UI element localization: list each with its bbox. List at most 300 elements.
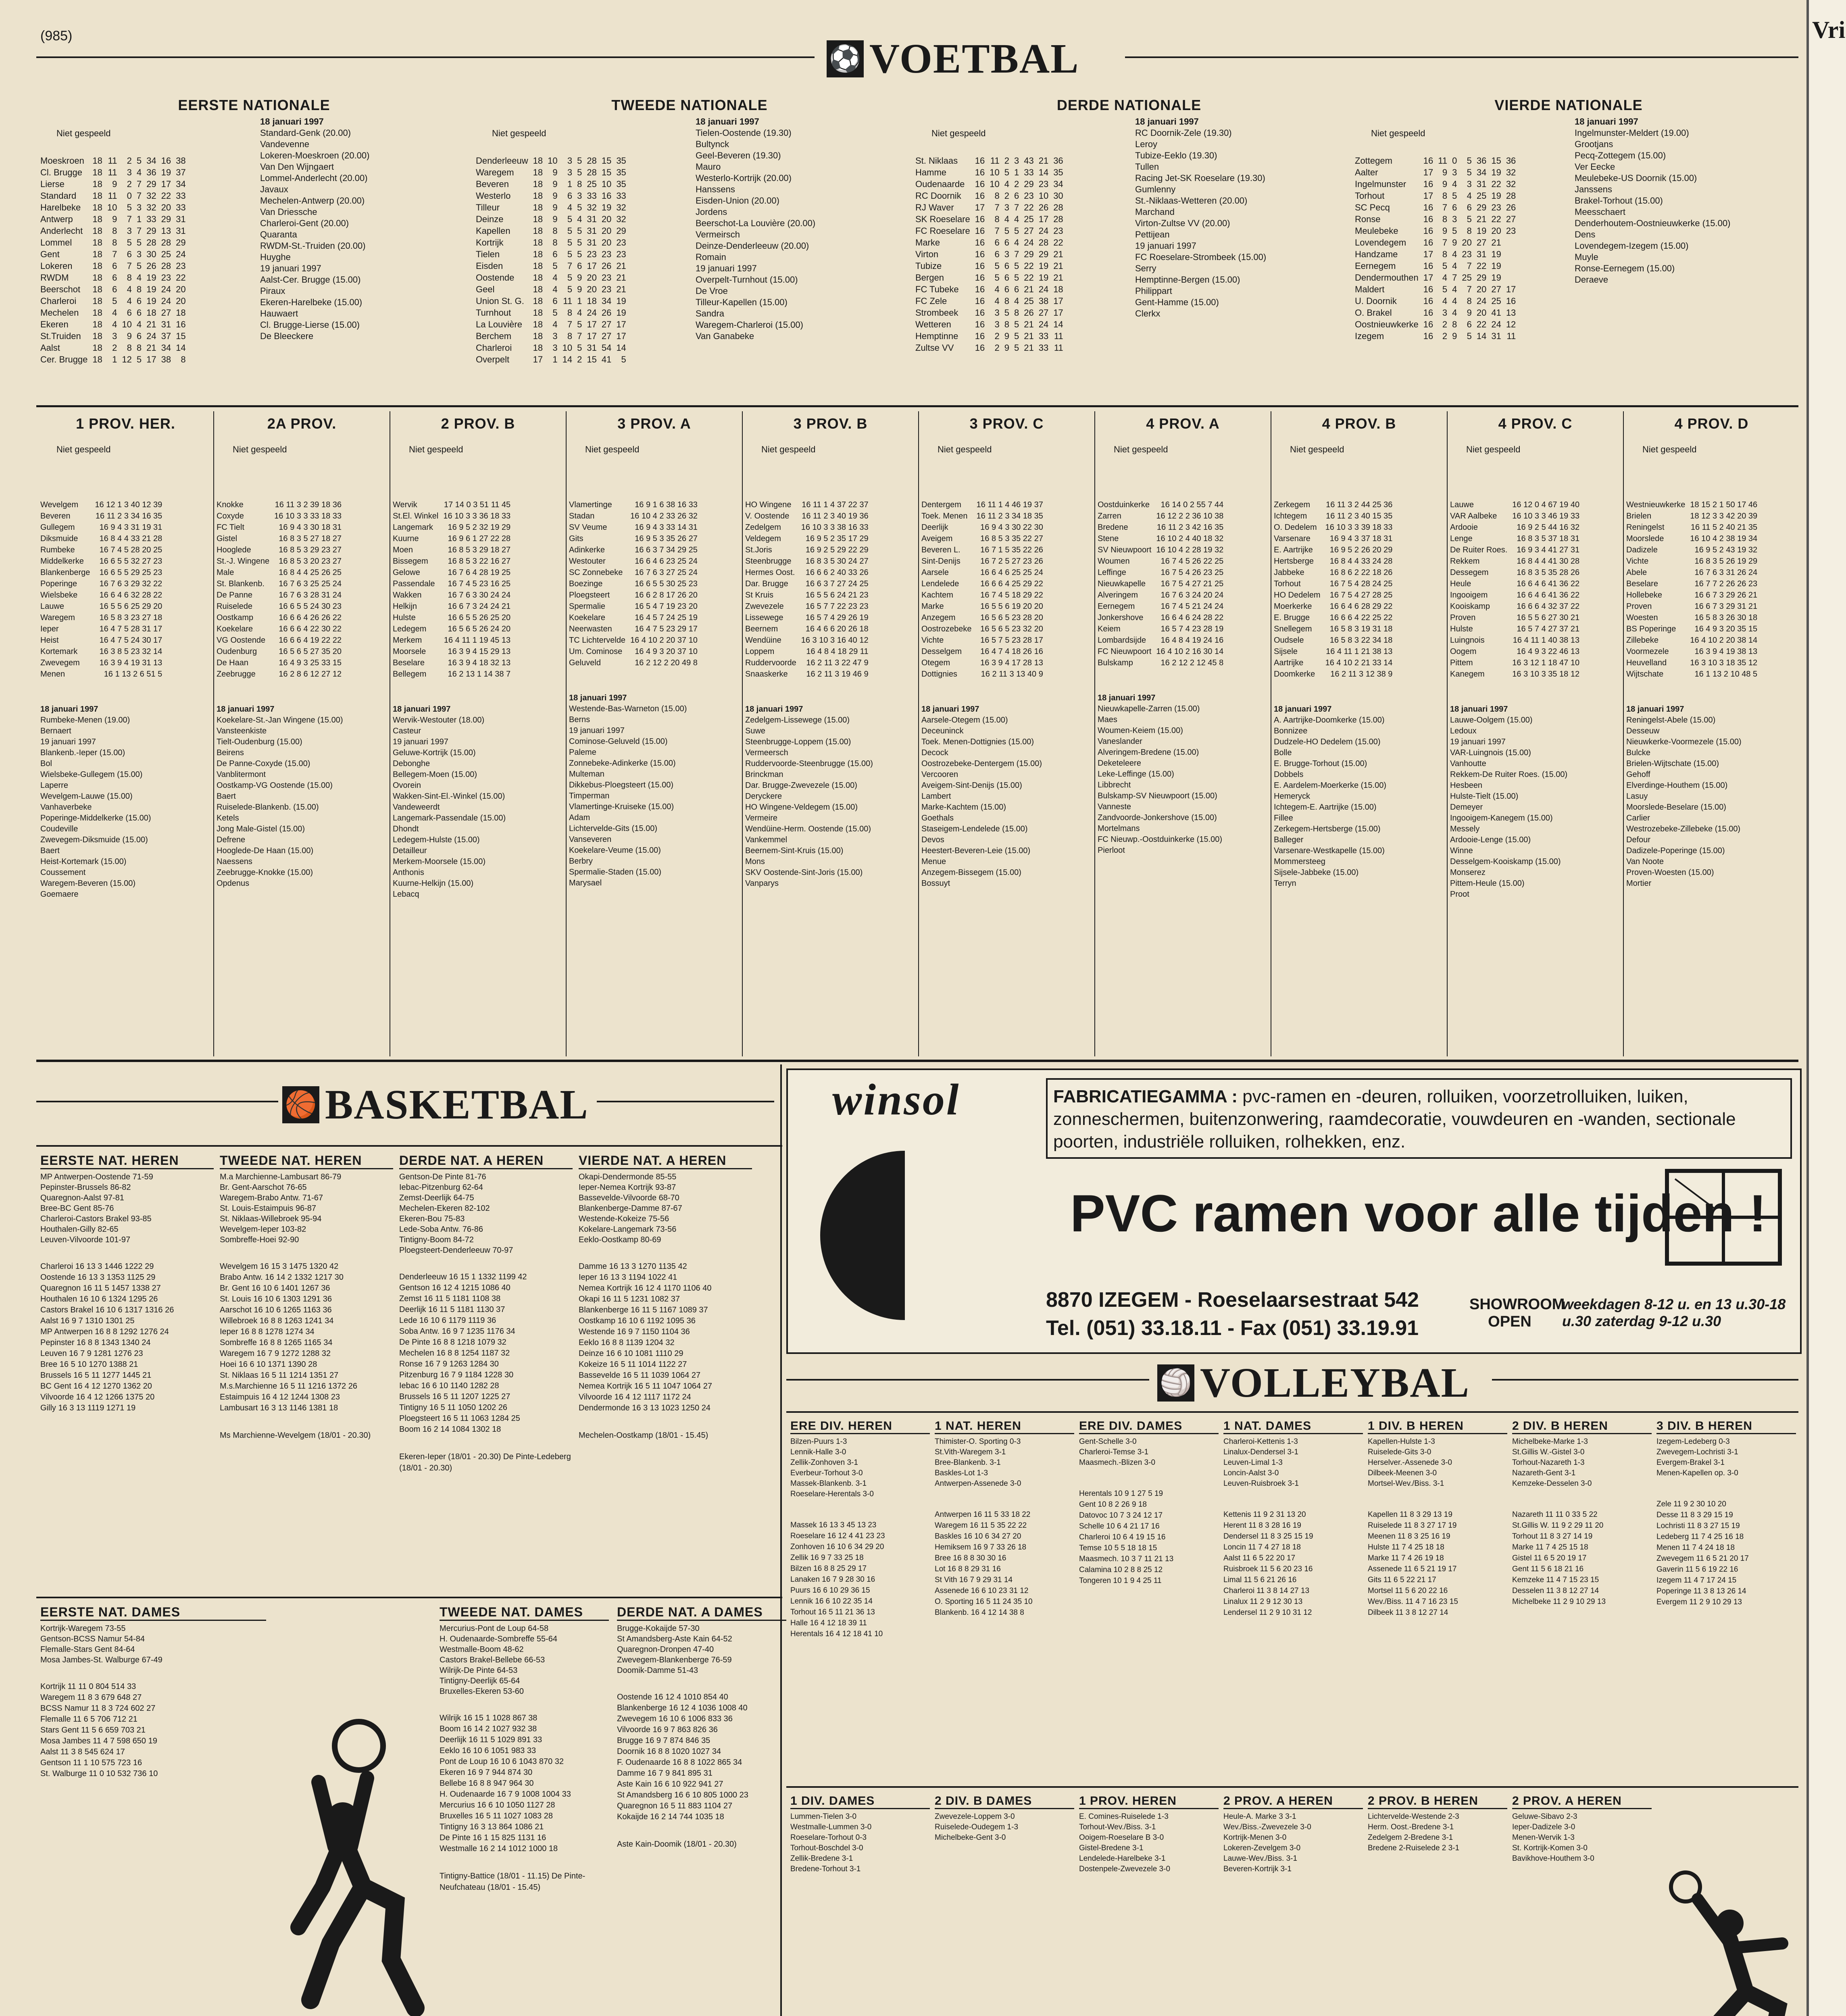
result-line: Gent-Schelle 3-0 bbox=[1079, 1437, 1137, 1446]
stat-cell: 16 4 7 5 28 31 17 bbox=[99, 625, 163, 633]
stat-cell: 16 3 9 4 15 29 13 bbox=[448, 647, 511, 656]
standings-list bbox=[399, 1272, 573, 1435]
fixture-note: Ms Marchienne-Wevelgem (18/01 - 20.30) bbox=[220, 1431, 371, 1440]
stat-cell: 16 10 3 3 39 18 33 bbox=[1325, 523, 1393, 532]
fixtures-date: 18 januari 1997 bbox=[1575, 117, 1638, 127]
standings-list bbox=[40, 1261, 214, 1414]
table-row bbox=[745, 646, 871, 657]
fixture-line: Dens bbox=[1575, 229, 1596, 240]
stat-cell: 8 bbox=[577, 179, 582, 189]
stat-cell: 16 bbox=[975, 237, 985, 248]
stat-cell: 29 bbox=[616, 226, 626, 236]
stat-cell: 22 bbox=[1024, 202, 1034, 212]
table-row bbox=[915, 342, 1066, 354]
stat-cell: 21 bbox=[1024, 331, 1034, 341]
fixture-line: Baert bbox=[40, 846, 60, 855]
stat-cell: 34 bbox=[1053, 179, 1063, 189]
stat-cell: 16 3 12 1 18 47 10 bbox=[1512, 658, 1580, 667]
stat-cell: 18 bbox=[92, 331, 102, 341]
national-league-0 bbox=[40, 97, 468, 365]
standings-table bbox=[1626, 499, 1760, 680]
table-row: Calamina 10 2 8 8 25 12 bbox=[1079, 1566, 1163, 1574]
team-name: Gistel bbox=[217, 534, 238, 543]
provincial-league-3 bbox=[569, 415, 740, 889]
team-name: Wakken bbox=[393, 591, 422, 600]
stat-cell: 16 bbox=[601, 191, 612, 201]
table-row: Schelle 10 6 4 21 17 16 bbox=[1079, 1522, 1160, 1531]
results-list bbox=[40, 1172, 214, 1245]
team-name: HO Dedelem bbox=[1274, 591, 1321, 600]
stat-cell: 16 8 5 3 29 23 27 bbox=[279, 546, 342, 554]
stat-cell: 21 bbox=[1053, 249, 1063, 259]
stat-cell: 16 5 6 5 23 28 20 bbox=[980, 613, 1043, 622]
fixture-line: Van Den Wijngaert bbox=[260, 162, 334, 172]
stat-cell: 2 bbox=[994, 343, 1000, 353]
team-name: Eernegem bbox=[1098, 602, 1135, 611]
stat-cell: 4 bbox=[1452, 249, 1457, 259]
stat-cell: 16 9 4 3 31 19 31 bbox=[99, 523, 163, 532]
table-row bbox=[217, 578, 344, 589]
stat-cell: 5 bbox=[1442, 261, 1448, 271]
table-row: Lendersel 11 2 9 10 31 12 bbox=[1223, 1608, 1312, 1617]
stat-cell: 18 bbox=[533, 226, 543, 236]
team-name: Heule bbox=[1450, 579, 1471, 588]
stat-cell: 16 6 4 6 25 25 24 bbox=[980, 568, 1043, 577]
stat-cell: 36 bbox=[146, 167, 156, 177]
fixture-line: Tielt-Oudenburg (15.00) bbox=[217, 737, 302, 746]
basketball-banner bbox=[282, 1081, 589, 1129]
stat-cell: 16 5 5 6 24 21 23 bbox=[805, 591, 869, 600]
team-name: Wendüine bbox=[745, 636, 781, 645]
fixture-line: Geel-Beveren (19.30) bbox=[696, 150, 781, 160]
fixture-line: Pecq-Zottegem (15.00) bbox=[1575, 150, 1666, 160]
stat-cell: 16 7 4 5 28 20 25 bbox=[99, 546, 163, 554]
fixture-line: Mortier bbox=[1626, 879, 1652, 888]
table-row bbox=[476, 248, 629, 260]
football-section-title: VOETBAL bbox=[869, 35, 1079, 82]
table-row bbox=[1098, 623, 1226, 635]
fixture-line: Staseigem-Lendelede (15.00) bbox=[921, 825, 1028, 833]
table-row bbox=[476, 225, 629, 237]
fixtures-list bbox=[1274, 704, 1444, 889]
table-row: Poperinge 11 3 8 13 26 14 bbox=[1656, 1587, 1746, 1595]
table-row bbox=[1274, 499, 1395, 510]
fixture-line: Spermalie-Staden (15.00) bbox=[569, 868, 662, 877]
table-row bbox=[1355, 248, 1518, 260]
result-line: Ploegsteert-Denderleeuw 70-97 bbox=[399, 1246, 513, 1255]
fixture-line: Mauro bbox=[696, 162, 721, 172]
table-row bbox=[915, 283, 1066, 295]
result-line: Gistel-Bredene 3-1 bbox=[1079, 1844, 1144, 1852]
fixtures-date: 18 januari 1997 bbox=[696, 117, 759, 127]
fixture-line: Grootjans bbox=[1575, 139, 1613, 149]
basketball-league bbox=[220, 1153, 393, 1441]
stat-cell: 29 bbox=[1038, 249, 1049, 259]
stat-cell: 21 bbox=[616, 273, 626, 283]
table-row bbox=[569, 499, 700, 510]
stat-cell: 7 bbox=[567, 319, 573, 329]
stat-cell: 8 bbox=[136, 284, 142, 294]
stat-cell: 26 bbox=[1024, 308, 1034, 318]
result-line: Gentson-De Pinte 81-76 bbox=[399, 1173, 486, 1181]
table-row bbox=[1355, 225, 1518, 237]
fixture-line: Lommel-Anderlecht (20.00) bbox=[260, 173, 368, 183]
stat-cell: 16 10 3 3 46 19 33 bbox=[1512, 512, 1580, 521]
stat-cell: 23 bbox=[161, 273, 171, 283]
stat-cell: 37 bbox=[176, 167, 186, 177]
stat-cell: 21 bbox=[1053, 273, 1063, 283]
fixtures-date: 18 januari 1997 bbox=[569, 694, 627, 702]
fixture-line: Wakken-Sint-El.-Winkel (15.00) bbox=[393, 792, 505, 801]
table-row: Zele 11 9 2 30 10 20 bbox=[1656, 1500, 1726, 1508]
fixture-line: Ovorein bbox=[393, 781, 421, 790]
stat-cell: 6 bbox=[136, 331, 142, 341]
fixtures-list bbox=[921, 704, 1092, 889]
stat-cell: 32 bbox=[146, 202, 156, 212]
stat-cell: 3 bbox=[136, 202, 142, 212]
next-page-edge bbox=[1806, 0, 1846, 2016]
table-row bbox=[1274, 635, 1395, 646]
fixture-line: Tullen bbox=[1135, 162, 1159, 172]
stat-cell: 16 10 3 3 33 18 33 bbox=[274, 512, 342, 521]
stat-cell: 20 bbox=[601, 214, 612, 224]
table-row bbox=[393, 623, 513, 635]
stat-cell: 4 bbox=[1442, 273, 1448, 283]
fixtures-list bbox=[1626, 704, 1797, 889]
stat-cell: 18 bbox=[146, 308, 156, 318]
table-row bbox=[569, 578, 700, 589]
fixture-line: Menue bbox=[921, 857, 946, 866]
table-row bbox=[921, 533, 1046, 544]
result-line: Kemzeke-Desselen 3-0 bbox=[1512, 1479, 1592, 1488]
table-row bbox=[1355, 307, 1518, 319]
team-name: Tubize bbox=[915, 261, 942, 271]
stat-cell: 29 bbox=[1476, 273, 1487, 283]
stat-cell: 3 bbox=[1452, 167, 1457, 177]
table-row: Maasmech. 10 3 7 11 21 13 bbox=[1079, 1555, 1174, 1563]
stat-cell: 7 bbox=[1442, 202, 1448, 212]
stat-cell: 6 bbox=[1004, 237, 1009, 248]
fixture-line: Mortelmans bbox=[1098, 824, 1140, 833]
table-row: Kokeize 16 5 11 1014 1122 27 bbox=[579, 1360, 687, 1369]
standings-column bbox=[40, 116, 248, 365]
stat-cell: 23 bbox=[616, 249, 626, 259]
stat-cell: 5 bbox=[994, 273, 1000, 283]
stat-cell bbox=[1504, 248, 1518, 260]
table-row bbox=[1626, 635, 1760, 646]
result-line: Lennik-Halle 3-0 bbox=[790, 1448, 846, 1456]
table-row bbox=[1355, 330, 1518, 342]
table-row: Kettenis 11 9 2 31 13 20 bbox=[1223, 1510, 1306, 1519]
table-row: Bree 16 8 8 30 30 16 bbox=[935, 1554, 1006, 1562]
stat-cell: 8 bbox=[127, 273, 132, 283]
fixture-line: Bernaert bbox=[40, 727, 71, 735]
fixtures-column bbox=[696, 116, 903, 365]
stat-cell: 7 bbox=[1014, 249, 1019, 259]
column-divider bbox=[213, 411, 214, 1056]
team-name: St.Joris bbox=[745, 546, 772, 554]
stat-cell: 6 bbox=[994, 237, 1000, 248]
league-title: 2 PROV. B HEREN bbox=[1368, 1794, 1507, 1809]
stat-cell: 16 bbox=[176, 319, 186, 329]
stat-cell: 9 bbox=[552, 179, 558, 189]
table-row bbox=[217, 669, 344, 680]
fixture-line: Leroy bbox=[1135, 139, 1158, 149]
league-title: 2 DIV. B HEREN bbox=[1512, 1419, 1652, 1434]
stat-cell: 16 8 3 5 37 18 31 bbox=[1517, 534, 1580, 543]
stat-cell: 16 5 4 7 19 23 20 bbox=[635, 602, 698, 611]
table-row: Herentals 16 4 12 18 41 10 bbox=[790, 1630, 883, 1638]
stat-cell: 16 7 5 4 27 28 25 bbox=[1329, 591, 1393, 600]
table-row: Gentson 11 1 10 575 723 16 bbox=[40, 1758, 142, 1767]
stat-cell: 4 bbox=[1467, 191, 1472, 201]
stat-cell: 16 bbox=[1423, 179, 1433, 189]
team-name: FC Nieuwpoort bbox=[1098, 647, 1152, 656]
stat-cell: 32 bbox=[146, 191, 156, 201]
stat-cell: 16 7 7 2 26 26 23 bbox=[1694, 579, 1758, 588]
team-name: Moorsele bbox=[393, 647, 426, 656]
team-name: Wetteren bbox=[915, 319, 951, 329]
stat-cell: 16 3 9 4 17 28 13 bbox=[980, 658, 1043, 667]
table-row: Gaverin 11 5 6 19 22 16 bbox=[1656, 1565, 1738, 1574]
section-divider bbox=[786, 1411, 1798, 1413]
table-row bbox=[40, 342, 188, 354]
stat-cell: 6 bbox=[1004, 273, 1009, 283]
volleyball-league bbox=[790, 1419, 930, 1639]
fixture-line: Beirens bbox=[217, 748, 244, 757]
fixture-line: Messely bbox=[1450, 825, 1480, 833]
result-line: Baskles-Lot 1-3 bbox=[935, 1469, 988, 1477]
fixture-line: Vankemmel bbox=[745, 835, 788, 844]
table-row bbox=[40, 544, 165, 556]
team-name: Bulskamp bbox=[1098, 658, 1133, 667]
table-row bbox=[921, 556, 1046, 567]
stat-cell: 16 bbox=[1423, 331, 1433, 341]
fixtures-column bbox=[1135, 116, 1343, 354]
stat-cell: 41 bbox=[601, 354, 612, 364]
not-played-note: Niet gespeeld bbox=[1466, 444, 1521, 454]
team-name: Blankenberge bbox=[40, 568, 90, 577]
stat-cell: 16 2 8 6 12 27 12 bbox=[279, 670, 342, 679]
table-row bbox=[393, 578, 513, 589]
table-row bbox=[393, 635, 513, 646]
column-divider bbox=[1094, 411, 1095, 1056]
table-row: Vilvoorde 16 9 7 863 826 36 bbox=[617, 1725, 718, 1734]
table-row bbox=[1450, 635, 1582, 646]
basketball-league bbox=[440, 1605, 609, 1893]
league-title: 1 PROV. HEREN bbox=[1079, 1794, 1219, 1809]
stat-cell: 3 bbox=[1004, 249, 1009, 259]
league-body bbox=[476, 116, 903, 365]
stat-cell: 16 8 4 4 25 26 25 bbox=[279, 568, 342, 577]
league-title: 1 PROV. HER. bbox=[76, 415, 175, 432]
stat-cell: 33 bbox=[1038, 331, 1049, 341]
stat-cell: 23 bbox=[1462, 249, 1472, 259]
table-row bbox=[1274, 601, 1395, 612]
table-row: Soba Antw. 16 9 7 1235 1176 34 bbox=[399, 1327, 515, 1336]
basketball-league bbox=[579, 1153, 752, 1441]
table-row: Denderleeuw 16 15 1 1332 1199 42 bbox=[399, 1272, 527, 1281]
team-name: Oostende bbox=[476, 273, 515, 283]
standings-table bbox=[915, 155, 1066, 354]
fixture-line: Berbry bbox=[569, 857, 593, 866]
table-row: Michelbeke 11 2 9 10 29 13 bbox=[1512, 1597, 1606, 1606]
standings-list bbox=[1512, 1509, 1652, 1607]
results-list bbox=[1368, 1437, 1507, 1489]
fixture-line: Vansteenkiste bbox=[217, 727, 267, 735]
table-row bbox=[1450, 499, 1582, 510]
results-list bbox=[1079, 1437, 1219, 1468]
fixture-line: Defrene bbox=[217, 835, 246, 844]
stat-cell: 16 2 11 3 22 47 9 bbox=[806, 658, 869, 667]
stat-cell: 16 11 2 3 34 18 35 bbox=[976, 512, 1043, 521]
stat-cell: 9 bbox=[1004, 343, 1009, 353]
fixture-line: Serry bbox=[1135, 263, 1156, 273]
team-name: SV Nieuwpoort bbox=[1098, 546, 1152, 554]
results-list bbox=[1656, 1437, 1796, 1479]
result-line: Leuven-Ruisbroek 3-1 bbox=[1223, 1479, 1299, 1488]
table-row bbox=[1274, 623, 1395, 635]
result-line: Lichtervelde-Westende 2-3 bbox=[1368, 1812, 1459, 1821]
team-name: Oudsele bbox=[1274, 636, 1304, 645]
table-row: Torhout 11 8 3 27 14 19 bbox=[1512, 1532, 1593, 1541]
stat-cell: 6 bbox=[112, 273, 117, 283]
table-row bbox=[1626, 646, 1760, 657]
stat-cell: 16 7 1 5 35 22 26 bbox=[980, 546, 1043, 554]
basketball-icon: 🏀 bbox=[282, 1086, 319, 1123]
table-row bbox=[1626, 556, 1760, 567]
table-row: Assenede 11 6 5 21 19 17 bbox=[1368, 1565, 1457, 1573]
team-name: Dessegem bbox=[1450, 568, 1489, 577]
fixture-line: 19 januari 1997 bbox=[40, 737, 96, 746]
stat-cell: 16 11 2 3 40 19 36 bbox=[802, 512, 869, 521]
stat-cell: 27 bbox=[161, 308, 171, 318]
standings-list bbox=[440, 1713, 609, 1854]
result-line: Ruiselede-Gits 3-0 bbox=[1368, 1448, 1431, 1456]
table-row bbox=[40, 499, 165, 510]
stat-cell: 10 bbox=[1038, 191, 1049, 201]
not-played-note: Niet gespeeld bbox=[761, 444, 816, 454]
stat-cell: 27 bbox=[1024, 226, 1034, 236]
stat-cell: 4 bbox=[577, 214, 582, 224]
stat-cell: 19 bbox=[616, 308, 626, 318]
stat-cell: 25 bbox=[1462, 273, 1472, 283]
table-row: Pont de Loup 16 10 6 1043 870 32 bbox=[440, 1757, 564, 1766]
fixture-line: Kuurne-Helkijn (15.00) bbox=[393, 879, 474, 888]
team-name: Zultse VV bbox=[915, 343, 954, 353]
fixture-line: 19 januari 1997 bbox=[260, 263, 321, 273]
stat-cell: 6 bbox=[1452, 202, 1457, 212]
stat-cell: 1 bbox=[1014, 167, 1019, 177]
team-name: Zedelgem bbox=[745, 523, 781, 532]
stat-cell: 43 bbox=[1024, 156, 1034, 166]
stat-cell: 16 4 9 3 20 37 10 bbox=[635, 647, 698, 656]
table-row bbox=[569, 657, 700, 669]
volleyball-league bbox=[1368, 1794, 1507, 1854]
team-name: Union St. G. bbox=[476, 296, 524, 306]
table-row: Zwevegem 16 10 6 1006 833 36 bbox=[617, 1714, 733, 1723]
standings-table bbox=[393, 499, 513, 680]
fixture-line: Vermeersch bbox=[745, 748, 788, 757]
stat-cell: 11 bbox=[1438, 156, 1448, 166]
team-name: Gits bbox=[569, 534, 583, 543]
stat-cell: 16 bbox=[1423, 237, 1433, 248]
result-line: St. Kortrijk-Komen 3-0 bbox=[1512, 1844, 1588, 1852]
stat-cell: 33 bbox=[616, 191, 626, 201]
stat-cell: 54 bbox=[601, 343, 612, 353]
result-line: Dostenpele-Zwevezele 3-0 bbox=[1079, 1865, 1171, 1873]
standings-table bbox=[476, 155, 629, 365]
table-row bbox=[393, 657, 513, 669]
table-row: Lennik 16 6 10 22 35 14 bbox=[790, 1597, 873, 1606]
stat-cell: 16 7 6 3 31 26 24 bbox=[1694, 568, 1758, 577]
fixture-line: Laperre bbox=[40, 781, 68, 790]
table-row bbox=[40, 272, 188, 283]
result-line: Michelbeke-Marke 1-3 bbox=[1512, 1437, 1588, 1446]
result-line: Lauwe-Wev./Biss. 3-1 bbox=[1223, 1854, 1298, 1863]
table-row bbox=[745, 510, 871, 522]
result-line: Torhout-Nazareth 1-3 bbox=[1512, 1458, 1585, 1467]
table-row: Marke 11 7 4 26 19 18 bbox=[1368, 1554, 1444, 1562]
stat-cell: 16 5 5 6 25 29 20 bbox=[99, 602, 163, 611]
stat-cell: 4 bbox=[1452, 284, 1457, 294]
results-list bbox=[220, 1172, 393, 1245]
fixtures-list bbox=[217, 704, 387, 889]
fixture-line: Wervik-Westouter (18.00) bbox=[393, 716, 485, 725]
table-row bbox=[921, 646, 1046, 657]
stat-cell: 23 bbox=[601, 284, 612, 294]
fixture-line: Meesschaert bbox=[1575, 207, 1625, 217]
table-row bbox=[217, 522, 344, 533]
table-row bbox=[217, 612, 344, 623]
table-row bbox=[1450, 567, 1582, 578]
team-name: Loppem bbox=[745, 647, 775, 656]
fixture-line: Standard-Genk (20.00) bbox=[260, 128, 351, 138]
stat-cell: 16 7 6 3 29 32 22 bbox=[99, 579, 163, 588]
stat-cell: 16 6 4 6 24 28 22 bbox=[1161, 613, 1224, 622]
fixture-line: Suwe bbox=[745, 727, 766, 735]
stat-cell: 5 bbox=[567, 237, 573, 248]
stat-cell: 18 bbox=[92, 202, 102, 212]
stat-cell: 1 bbox=[136, 214, 142, 224]
table-row bbox=[217, 556, 344, 567]
team-name: Dendermouthen bbox=[1355, 273, 1419, 283]
stat-cell: 6 bbox=[127, 308, 132, 318]
fixture-line: Defour bbox=[1626, 835, 1651, 844]
volleyball-league bbox=[1223, 1794, 1363, 1874]
table-row bbox=[40, 202, 188, 213]
stat-cell: 16 11 3 2 44 25 36 bbox=[1326, 500, 1393, 509]
fixture-line: Proot bbox=[1450, 890, 1469, 899]
team-name: Luingnois bbox=[1450, 636, 1485, 645]
stat-cell: 21 bbox=[1038, 156, 1049, 166]
stat-cell: 16 7 4 5 23 16 25 bbox=[448, 579, 511, 588]
team-name: Proven bbox=[1450, 613, 1476, 622]
stat-cell: 22 bbox=[1024, 273, 1034, 283]
stat-cell: 32 bbox=[587, 202, 597, 212]
team-name: Lovendegem bbox=[1355, 237, 1406, 248]
team-name: Zottegem bbox=[1355, 156, 1392, 166]
stat-cell: 16 8 3 5 27 18 27 bbox=[279, 534, 342, 543]
team-name: FC Zele bbox=[915, 296, 947, 306]
stat-cell: 16 4 7 5 24 30 17 bbox=[99, 636, 163, 645]
basketball-league bbox=[40, 1153, 214, 1414]
table-row bbox=[40, 635, 165, 646]
standings-table bbox=[921, 499, 1046, 680]
column-divider bbox=[1447, 411, 1448, 1056]
table-row bbox=[921, 612, 1046, 623]
team-name: Beveren bbox=[476, 179, 509, 189]
